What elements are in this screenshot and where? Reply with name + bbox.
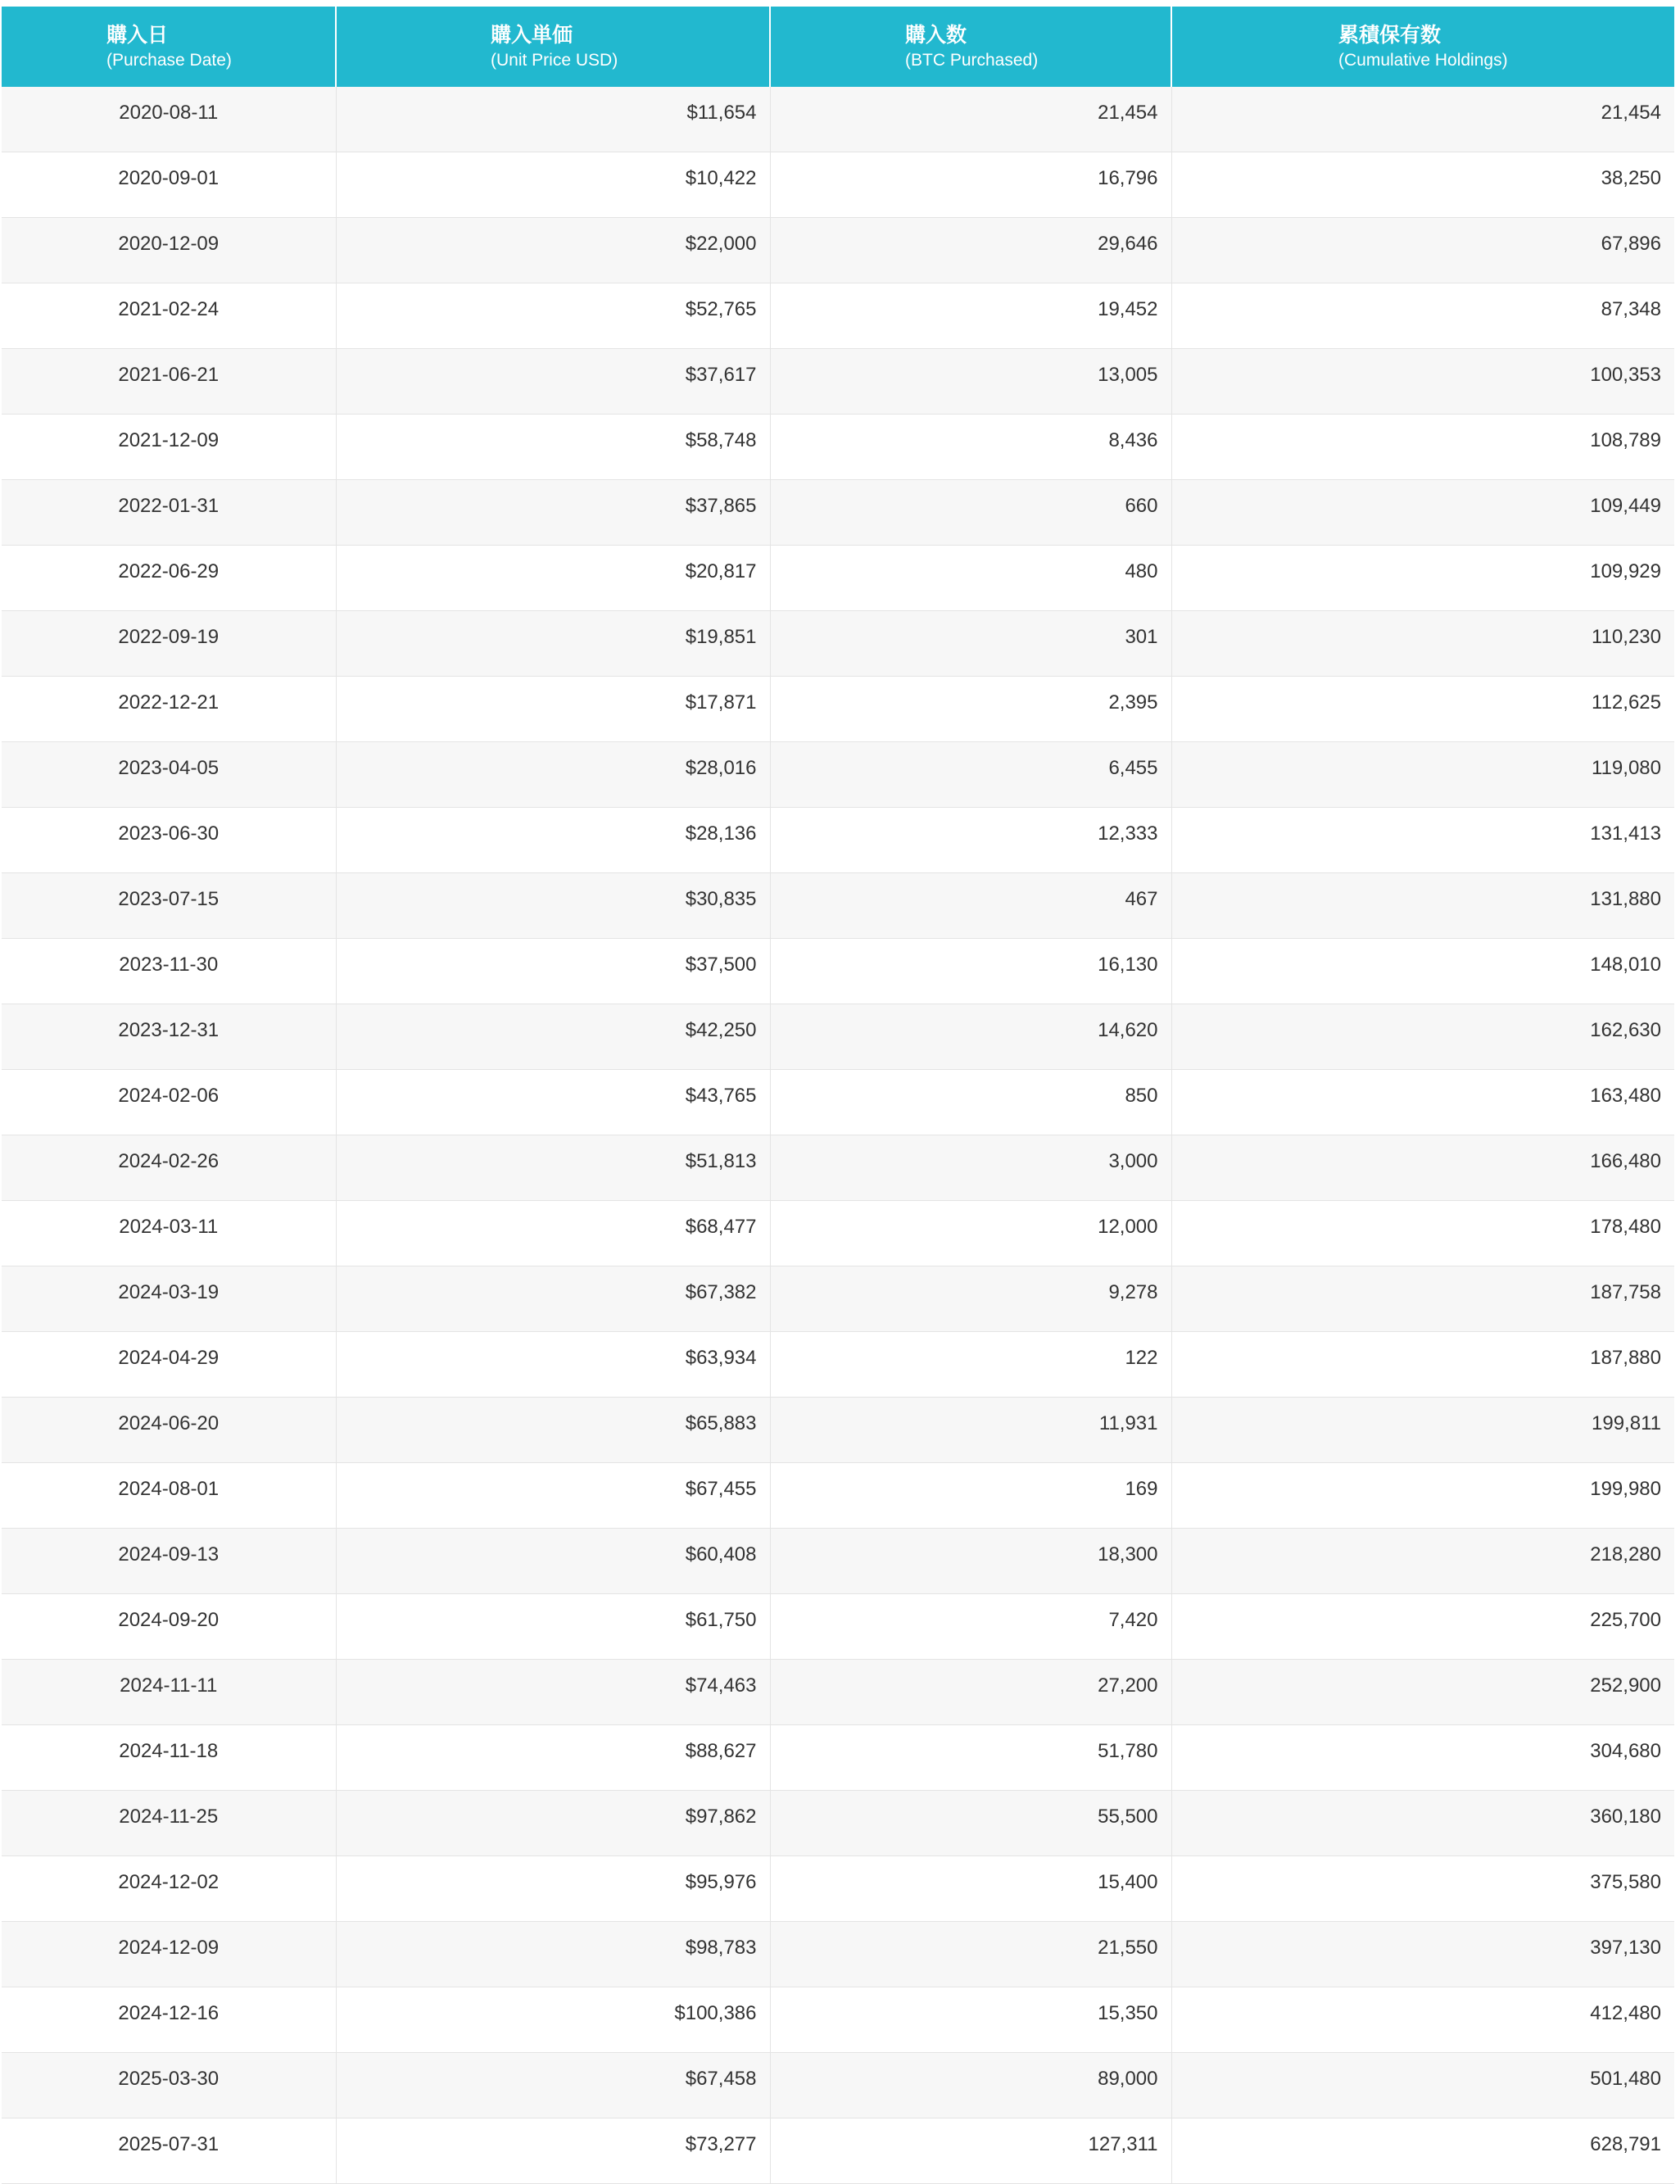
cell-unit-price: $60,408 — [336, 1529, 770, 1594]
table-header — [2, 7, 1674, 87]
cell-btc-purchased: 51,780 — [770, 1725, 1171, 1791]
column-header-cumulative-holdings — [1171, 7, 1674, 87]
cell-btc-purchased: 660 — [770, 480, 1171, 546]
table-row — [2, 873, 1674, 939]
cell-purchase-date: 2024-03-19 — [2, 1266, 336, 1332]
cell-unit-price: $19,851 — [336, 611, 770, 677]
cell-btc-purchased: 3,000 — [770, 1135, 1171, 1201]
cell-btc-purchased: 16,130 — [770, 939, 1171, 1004]
cell-unit-price: $73,277 — [336, 2118, 770, 2184]
table-row — [2, 939, 1674, 1004]
cell-btc-purchased: 467 — [770, 873, 1171, 939]
cell-cumulative-holdings: 67,896 — [1171, 218, 1674, 283]
cell-cumulative-holdings: 108,789 — [1171, 415, 1674, 480]
cell-cumulative-holdings: 21,454 — [1171, 87, 1674, 152]
table-row — [2, 1201, 1674, 1266]
cell-purchase-date: 2022-12-21 — [2, 677, 336, 742]
table-row — [2, 1922, 1674, 1987]
cell-btc-purchased: 15,350 — [770, 1987, 1171, 2053]
cell-cumulative-holdings: 225,700 — [1171, 1594, 1674, 1660]
cell-btc-purchased: 2,395 — [770, 677, 1171, 742]
cell-cumulative-holdings: 110,230 — [1171, 611, 1674, 677]
table-row — [2, 1398, 1674, 1463]
cell-unit-price: $10,422 — [336, 152, 770, 218]
table-row — [2, 1660, 1674, 1725]
table-row — [2, 152, 1674, 218]
table-row — [2, 1791, 1674, 1856]
cell-cumulative-holdings: 252,900 — [1171, 1660, 1674, 1725]
cell-cumulative-holdings: 119,080 — [1171, 742, 1674, 808]
cell-btc-purchased: 89,000 — [770, 2053, 1171, 2118]
purchase-history-table — [2, 7, 1674, 2184]
table-row — [2, 611, 1674, 677]
cell-cumulative-holdings: 109,449 — [1171, 480, 1674, 546]
cell-cumulative-holdings: 100,353 — [1171, 349, 1674, 415]
table-row — [2, 546, 1674, 611]
cell-purchase-date: 2025-03-30 — [2, 2053, 336, 2118]
cell-unit-price: $65,883 — [336, 1398, 770, 1463]
cell-cumulative-holdings: 109,929 — [1171, 546, 1674, 611]
cell-purchase-date: 2024-04-29 — [2, 1332, 336, 1398]
table-row — [2, 1332, 1674, 1398]
cell-unit-price: $98,783 — [336, 1922, 770, 1987]
cell-unit-price: $88,627 — [336, 1725, 770, 1791]
cell-btc-purchased: 12,333 — [770, 808, 1171, 873]
cell-unit-price: $20,817 — [336, 546, 770, 611]
cell-btc-purchased: 7,420 — [770, 1594, 1171, 1660]
cell-purchase-date: 2024-02-06 — [2, 1070, 336, 1135]
cell-purchase-date: 2024-11-11 — [2, 1660, 336, 1725]
cell-unit-price: $68,477 — [336, 1201, 770, 1266]
table-row — [2, 283, 1674, 349]
cell-cumulative-holdings: 187,758 — [1171, 1266, 1674, 1332]
cell-btc-purchased: 122 — [770, 1332, 1171, 1398]
cell-unit-price: $67,455 — [336, 1463, 770, 1529]
cell-btc-purchased: 11,931 — [770, 1398, 1171, 1463]
column-header-main-label: 累積保有数 — [1338, 24, 1442, 47]
column-header-sub-label: (Cumulative Holdings) — [1338, 51, 1508, 70]
table-row — [2, 1725, 1674, 1791]
cell-unit-price: $17,871 — [336, 677, 770, 742]
column-header-sub-label: (Unit Price USD) — [491, 51, 618, 70]
cell-purchase-date: 2023-06-30 — [2, 808, 336, 873]
cell-btc-purchased: 12,000 — [770, 1201, 1171, 1266]
cell-btc-purchased: 55,500 — [770, 1791, 1171, 1856]
cell-unit-price: $100,386 — [336, 1987, 770, 2053]
table-row — [2, 349, 1674, 415]
column-header-main-label: 購入単価 — [491, 24, 573, 47]
cell-unit-price: $52,765 — [336, 283, 770, 349]
cell-purchase-date: 2024-12-16 — [2, 1987, 336, 2053]
cell-purchase-date: 2024-06-20 — [2, 1398, 336, 1463]
cell-purchase-date: 2025-07-31 — [2, 2118, 336, 2184]
cell-unit-price: $97,862 — [336, 1791, 770, 1856]
cell-cumulative-holdings: 112,625 — [1171, 677, 1674, 742]
cell-cumulative-holdings: 38,250 — [1171, 152, 1674, 218]
cell-purchase-date: 2024-09-20 — [2, 1594, 336, 1660]
table-row — [2, 677, 1674, 742]
cell-purchase-date: 2021-12-09 — [2, 415, 336, 480]
column-header-sub-label: (Purchase Date) — [106, 51, 232, 70]
column-header-btc-purchased — [770, 7, 1171, 87]
column-header-sub-label: (BTC Purchased) — [905, 51, 1039, 70]
cell-unit-price: $51,813 — [336, 1135, 770, 1201]
cell-btc-purchased: 850 — [770, 1070, 1171, 1135]
cell-btc-purchased: 21,454 — [770, 87, 1171, 152]
column-header-purchase-date — [2, 7, 336, 87]
column-header-unit-price — [336, 7, 770, 87]
cell-unit-price: $58,748 — [336, 415, 770, 480]
cell-purchase-date: 2020-09-01 — [2, 152, 336, 218]
cell-purchase-date: 2022-01-31 — [2, 480, 336, 546]
cell-cumulative-holdings: 501,480 — [1171, 2053, 1674, 2118]
table-row — [2, 87, 1674, 152]
cell-purchase-date: 2023-07-15 — [2, 873, 336, 939]
cell-btc-purchased: 27,200 — [770, 1660, 1171, 1725]
cell-unit-price: $37,865 — [336, 480, 770, 546]
cell-cumulative-holdings: 304,680 — [1171, 1725, 1674, 1791]
cell-cumulative-holdings: 131,880 — [1171, 873, 1674, 939]
table-row — [2, 1266, 1674, 1332]
cell-btc-purchased: 13,005 — [770, 349, 1171, 415]
cell-btc-purchased: 16,796 — [770, 152, 1171, 218]
table-row — [2, 1135, 1674, 1201]
table-row — [2, 1594, 1674, 1660]
cell-cumulative-holdings: 148,010 — [1171, 939, 1674, 1004]
cell-cumulative-holdings: 178,480 — [1171, 1201, 1674, 1266]
cell-btc-purchased: 6,455 — [770, 742, 1171, 808]
cell-cumulative-holdings: 163,480 — [1171, 1070, 1674, 1135]
cell-unit-price: $63,934 — [336, 1332, 770, 1398]
cell-unit-price: $74,463 — [336, 1660, 770, 1725]
cell-cumulative-holdings: 199,811 — [1171, 1398, 1674, 1463]
cell-purchase-date: 2023-12-31 — [2, 1004, 336, 1070]
cell-unit-price: $42,250 — [336, 1004, 770, 1070]
cell-btc-purchased: 9,278 — [770, 1266, 1171, 1332]
cell-purchase-date: 2024-11-18 — [2, 1725, 336, 1791]
cell-cumulative-holdings: 412,480 — [1171, 1987, 1674, 2053]
table-row — [2, 2118, 1674, 2184]
cell-cumulative-holdings: 397,130 — [1171, 1922, 1674, 1987]
cell-purchase-date: 2024-11-25 — [2, 1791, 336, 1856]
cell-cumulative-holdings: 199,980 — [1171, 1463, 1674, 1529]
table-row — [2, 1856, 1674, 1922]
header-row — [2, 7, 1674, 87]
table-row — [2, 2053, 1674, 2118]
cell-btc-purchased: 21,550 — [770, 1922, 1171, 1987]
cell-unit-price: $22,000 — [336, 218, 770, 283]
column-header-main-label: 購入数 — [905, 24, 967, 47]
table-row — [2, 1070, 1674, 1135]
cell-purchase-date: 2023-11-30 — [2, 939, 336, 1004]
cell-cumulative-holdings: 218,280 — [1171, 1529, 1674, 1594]
cell-purchase-date: 2022-06-29 — [2, 546, 336, 611]
table-row — [2, 742, 1674, 808]
table-row — [2, 218, 1674, 283]
cell-unit-price: $28,136 — [336, 808, 770, 873]
cell-btc-purchased: 29,646 — [770, 218, 1171, 283]
table-row — [2, 1004, 1674, 1070]
cell-unit-price: $67,382 — [336, 1266, 770, 1332]
cell-unit-price: $67,458 — [336, 2053, 770, 2118]
purchase-history-table-container — [2, 7, 1674, 2184]
cell-btc-purchased: 18,300 — [770, 1529, 1171, 1594]
table-row — [2, 1529, 1674, 1594]
cell-cumulative-holdings: 360,180 — [1171, 1791, 1674, 1856]
cell-btc-purchased: 15,400 — [770, 1856, 1171, 1922]
cell-purchase-date: 2024-12-09 — [2, 1922, 336, 1987]
cell-cumulative-holdings: 87,348 — [1171, 283, 1674, 349]
cell-unit-price: $37,500 — [336, 939, 770, 1004]
cell-cumulative-holdings: 375,580 — [1171, 1856, 1674, 1922]
cell-purchase-date: 2024-12-02 — [2, 1856, 336, 1922]
table-row — [2, 808, 1674, 873]
cell-unit-price: $28,016 — [336, 742, 770, 808]
table-row — [2, 1463, 1674, 1529]
cell-unit-price: $43,765 — [336, 1070, 770, 1135]
cell-cumulative-holdings: 628,791 — [1171, 2118, 1674, 2184]
cell-btc-purchased: 480 — [770, 546, 1171, 611]
cell-btc-purchased: 301 — [770, 611, 1171, 677]
cell-btc-purchased: 127,311 — [770, 2118, 1171, 2184]
cell-cumulative-holdings: 131,413 — [1171, 808, 1674, 873]
cell-purchase-date: 2022-09-19 — [2, 611, 336, 677]
cell-purchase-date: 2024-08-01 — [2, 1463, 336, 1529]
cell-purchase-date: 2021-02-24 — [2, 283, 336, 349]
cell-purchase-date: 2024-03-11 — [2, 1201, 336, 1266]
cell-unit-price: $61,750 — [336, 1594, 770, 1660]
cell-unit-price: $30,835 — [336, 873, 770, 939]
cell-purchase-date: 2024-02-26 — [2, 1135, 336, 1201]
cell-purchase-date: 2023-04-05 — [2, 742, 336, 808]
table-row — [2, 480, 1674, 546]
table-body — [2, 87, 1674, 2184]
cell-cumulative-holdings: 187,880 — [1171, 1332, 1674, 1398]
column-header-main-label: 購入日 — [106, 24, 169, 47]
cell-cumulative-holdings: 162,630 — [1171, 1004, 1674, 1070]
cell-purchase-date: 2024-09-13 — [2, 1529, 336, 1594]
cell-unit-price: $95,976 — [336, 1856, 770, 1922]
cell-btc-purchased: 169 — [770, 1463, 1171, 1529]
cell-purchase-date: 2020-08-11 — [2, 87, 336, 152]
cell-btc-purchased: 19,452 — [770, 283, 1171, 349]
cell-btc-purchased: 8,436 — [770, 415, 1171, 480]
table-row — [2, 415, 1674, 480]
cell-purchase-date: 2020-12-09 — [2, 218, 336, 283]
cell-purchase-date: 2021-06-21 — [2, 349, 336, 415]
cell-unit-price: $37,617 — [336, 349, 770, 415]
cell-cumulative-holdings: 166,480 — [1171, 1135, 1674, 1201]
cell-btc-purchased: 14,620 — [770, 1004, 1171, 1070]
table-row — [2, 1987, 1674, 2053]
cell-unit-price: $11,654 — [336, 87, 770, 152]
